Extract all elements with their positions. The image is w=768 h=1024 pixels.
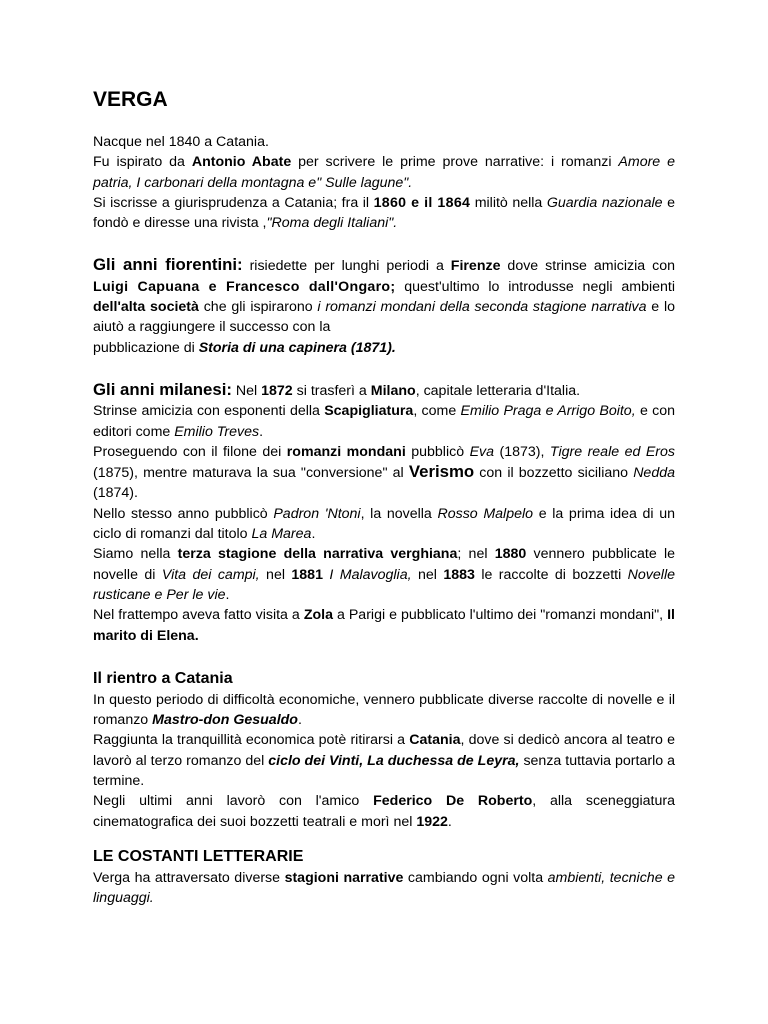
fiorentini-heading: Gli anni fiorentini: xyxy=(93,255,243,275)
milanesi-paragraph-2: Strinse amicizia con esponenti della Scapigliatura, come Emilio Praga e Arrigo Boito, e con editori come Emilio Treves. xyxy=(93,403,675,440)
rientro-heading: Il rientro a Catania xyxy=(93,669,233,687)
milanesi-paragraph-5: Siamo nella terza stagione della narrativa verghiana; nel 1880 vennero pubblicate le novelle di Vita dei campi, nel 1881 I Malavoglia, nel 1883 le raccolte di bozzetti Novelle rusticane e Per le vie. xyxy=(93,546,676,603)
costanti-paragraph-1: Verga ha attraversato diverse stagioni narrative cambiando ogni volta ambienti, tecniche e linguaggi. xyxy=(93,869,675,907)
milanesi-paragraph-3: Proseguendo con il filone dei romanzi mondani pubblicò Eva (1873), Tigre reale ed Eros (1875), mentre maturava la sua "conversione" al Verismo con il bozzetto siciliano Nedda (1874). xyxy=(93,443,676,502)
fiorentini-section xyxy=(93,255,675,357)
document-title: VERGA xyxy=(93,88,168,111)
fiorentini-paragraph: Gli anni fiorentini: risiedette per lunghi periodi a Firenze dove strinse amicizia con Luigi Capuana e Francesco dall'Ongaro; quest'ultimo lo introdusse negli ambienti dell'alta società che gli ispirarono i romanzi mondani della seconda stagione narrativa e lo aiutò a raggiungere il successo con la xyxy=(93,255,675,336)
studies-paragraph: Si iscrisse a giurisprudenza a Catania; fra il 1860 e il 1864 militò nella Guardia nazionale e fondò e diresse una rivista ,"Roma degli Italiani". xyxy=(93,194,675,232)
milanesi-paragraph-1: Gli anni milanesi: Nel 1872 si trasferì a Milano, capitale letteraria d'Italia. xyxy=(93,379,581,399)
rientro-section xyxy=(93,668,675,832)
milanesi-section xyxy=(93,380,675,646)
costanti-section xyxy=(93,846,675,909)
milanesi-paragraph-6: Nel frattempo aveva fatto visita a Zola a Parigi e pubblicato l'ultimo dei "romanzi mondani", Il marito di Elena. xyxy=(93,607,675,644)
rientro-paragraph-2: Raggiunta la tranquillità economica potè ritirarsi a Catania, dove si dedicò ancora al teatro e lavorò al terzo romanzo del ciclo dei Vinti, La duchessa de Leyra, senza tuttavia portarlo a termine. xyxy=(93,732,675,790)
rientro-paragraph-1: In questo periodo di difficoltà economiche, vennero pubblicate diverse raccolte di novelle e il romanzo Mastro-don Gesualdo. xyxy=(93,691,675,729)
rientro-paragraph-3: Negli ultimi anni lavorò con l'amico Federico De Roberto, alla sceneggiatura cinematografica dei suoi bozzetti teatrali e morì nel 1922. xyxy=(93,793,675,830)
costanti-heading: LE COSTANTI LETTERARIE xyxy=(93,847,304,865)
first-works-paragraph: Fu ispirato da Antonio Abate per scrivere le prime prove narrative: i romanzi Amore e patria, I carbonari della montagna e" Sulle lagune". xyxy=(93,154,675,191)
milanesi-paragraph-4: Nello stesso anno pubblicò Padron 'Ntoni, la novella Rosso Malpelo e la prima idea di un ciclo di romanzi dal titolo La Marea. xyxy=(93,505,675,543)
birth-paragraph: Nacque nel 1840 a Catania. xyxy=(93,134,269,150)
intro-section xyxy=(93,132,675,233)
capinera-paragraph: pubblicazione di Storia di una capinera (1871). xyxy=(93,339,396,356)
milanesi-heading: Gli anni milanesi: xyxy=(93,379,232,399)
